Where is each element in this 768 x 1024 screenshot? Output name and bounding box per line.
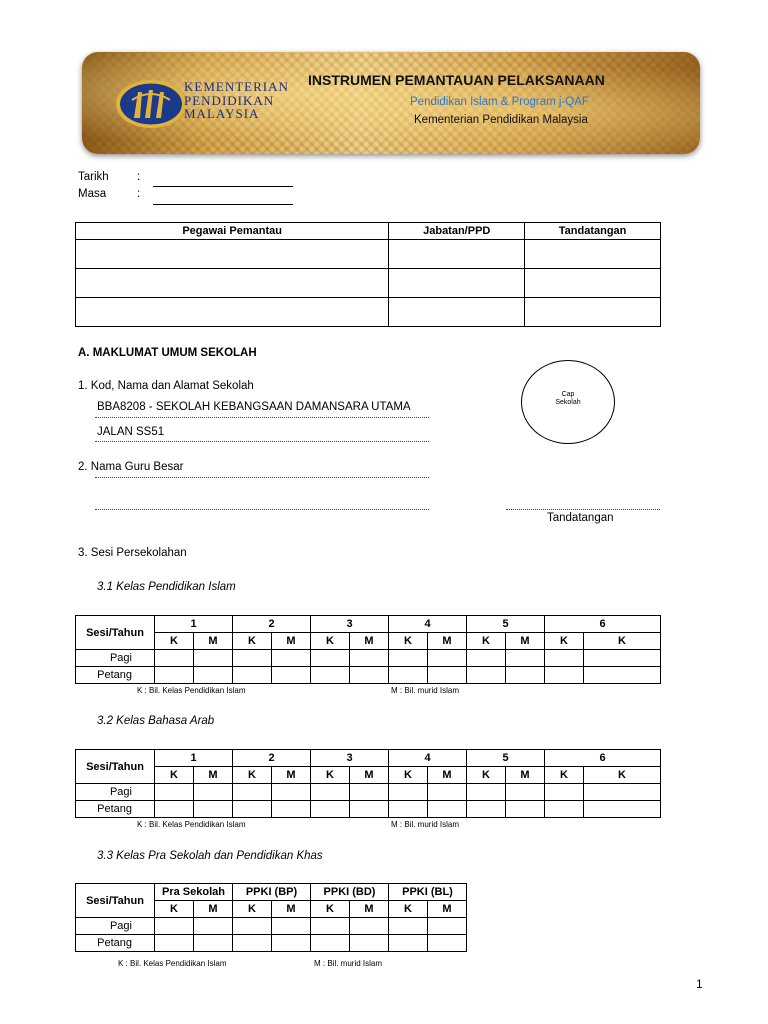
school-line-2-field[interactable] [95,441,429,442]
signature-cell[interactable] [525,298,661,327]
date-colon: : [137,171,141,183]
department-cell[interactable] [389,298,525,327]
signature-cell[interactable] [525,240,661,269]
ministry-logo-icon [114,78,188,130]
legend-k: K : Bil. Kelas Pendidikan Islam [118,959,227,968]
section-a-heading: A. MAKLUMAT UMUM SEKOLAH [78,347,257,359]
table-heading-3-2: 3.2 Kelas Bahasa Arab [97,715,215,727]
table-row: Pagi [76,784,661,801]
signature-label: Tandatangan [547,512,614,524]
officer-table [75,222,661,327]
table-row [76,240,661,269]
table-row: Petang [76,667,661,684]
arabic-class-table: Sesi/Tahun 1 2 3 4 5 6 K M K M K M K M K M K K Pagi Petang [75,749,661,818]
table-row: Pagi [76,918,467,935]
session-label: 3. Sesi Persekolahan [78,547,187,559]
department-cell[interactable] [389,240,525,269]
stamp-label-1: Cap [561,391,575,398]
table-row [76,298,661,327]
table-row: Petang [76,801,661,818]
organisation-name: Kementerian Pendidikan Malaysia [414,114,588,126]
document-title: INSTRUMEN PEMANTAUAN PELAKSANAAN [308,72,605,88]
table-row [76,269,661,298]
legend-m: M : Bil. murid Islam [391,820,460,829]
time-colon: : [137,188,141,200]
legend-m: M : Bil. murid Islam [391,686,460,695]
legend-k: K : Bil. Kelas Pendidikan Islam [137,820,246,829]
time-label: Masa [78,188,107,200]
school-line-1: BBA8208 - SEKOLAH KEBANGSAAN DAMANSARA UTAMA [97,401,411,413]
table-row: Petang [76,935,467,952]
row-header: Sesi/Tahun [76,750,155,784]
school-stamp [521,360,615,444]
department-header: Jabatan/PPD [389,223,525,240]
headmaster-label: 2. Nama Guru Besar [78,461,184,473]
signature-header: Tandatangan [525,223,661,240]
officer-cell[interactable] [76,269,389,298]
officer-cell[interactable] [76,298,389,327]
officer-cell[interactable] [76,240,389,269]
school-info-label: 1. Kod, Nama dan Alamat Sekolah [78,380,254,392]
table-row: Pagi [76,650,661,667]
officer-header: Pegawai Pemantau [76,223,389,240]
page-number: 1 [696,977,703,991]
islamic-class-table: Sesi/Tahun 1 2 3 4 5 6 K M K M K M K M K M K K Pagi Petang [75,615,661,684]
row-header: Sesi/Tahun [76,616,155,650]
table-heading-3-1: 3.1 Kelas Pendidikan Islam [97,581,236,593]
ministry-name: KEMENTERIAN PENDIDIKAN MALAYSIA [184,79,289,121]
preschool-class-table: Sesi/Tahun Pra Sekolah PPKI (BP) PPKI (BD) PPKI (BL) K M K M K M K M Pagi Petang [75,883,467,952]
headmaster-field-1[interactable] [95,477,429,478]
header-banner [82,52,700,154]
headmaster-field-2[interactable] [95,509,429,510]
table-heading-3-3: 3.3 Kelas Pra Sekolah dan Pendidikan Khas [97,850,323,862]
document-subtitle: Pendidikan Islam & Program j-QAF [410,96,589,108]
department-cell[interactable] [389,269,525,298]
signature-field[interactable] [506,509,660,510]
stamp-label-2: Sekolah [555,399,581,406]
row-header: Sesi/Tahun [76,884,155,918]
date-label: Tarikh [78,171,109,183]
signature-cell[interactable] [525,269,661,298]
legend-k: K : Bil. Kelas Pendidikan Islam [137,686,246,695]
school-line-1-field[interactable] [95,417,429,418]
date-field[interactable] [153,186,293,187]
legend-m: M : Bil. murid Islam [314,959,383,968]
time-field[interactable] [153,204,293,205]
school-line-2: JALAN SS51 [97,426,165,438]
